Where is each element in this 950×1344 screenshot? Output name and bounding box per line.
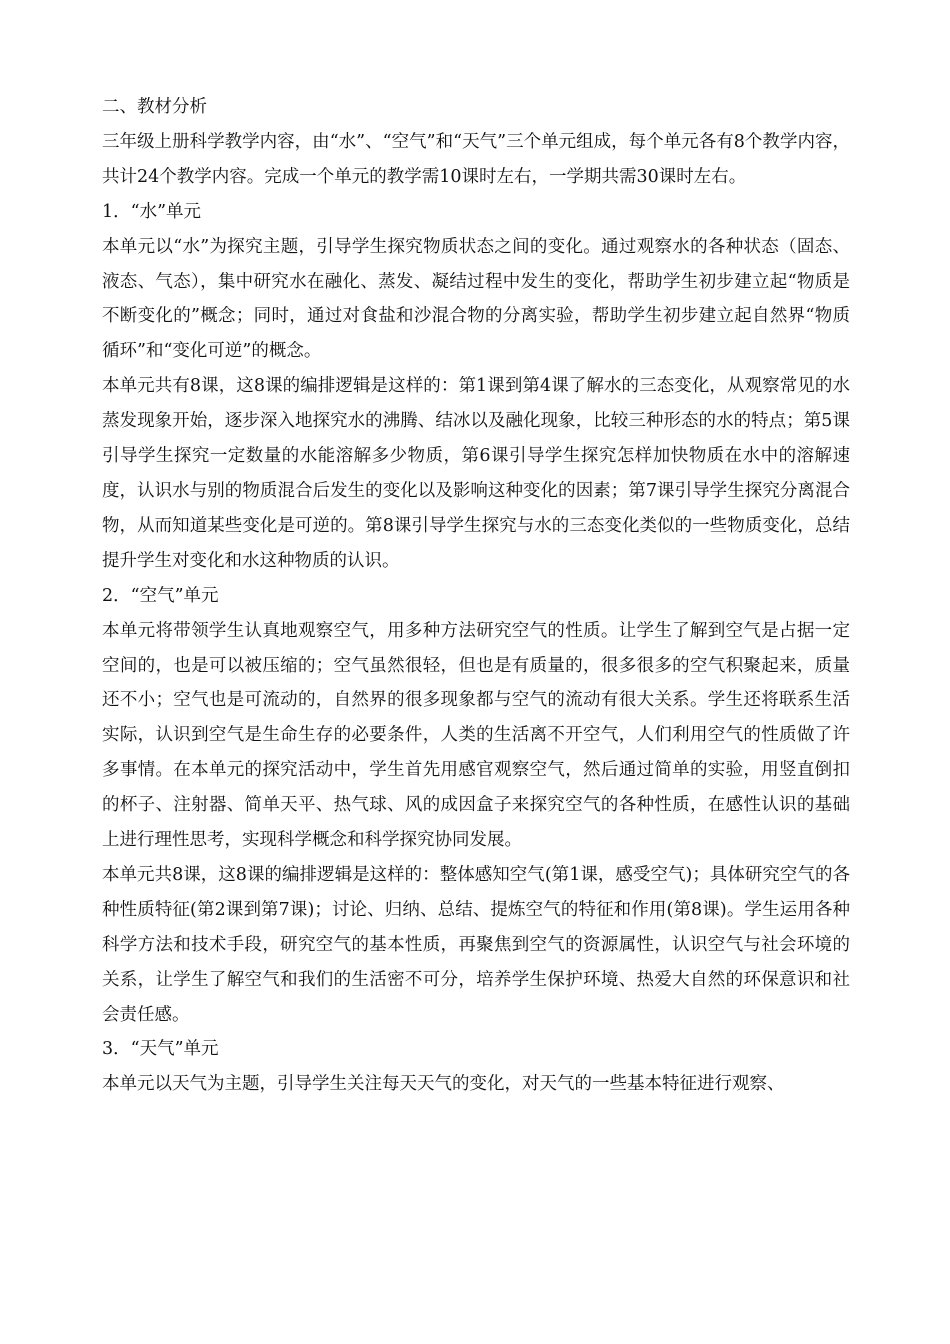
section-heading: 二、教材分析 xyxy=(102,97,207,117)
unit1-paragraph-2: 本单元共有8课，这8课的编排逻辑是这样的：第1课到第4课了解水的三态变化，从观察常见的水蒸发现象开始，逐步深入地探究水的沸腾、结冰以及融化现象，比较三种形态的水的特点；第5课引导学生探究一定数量的水能溶解多少物质，第6课引导学生探究怎样加快物质在水中的溶解速度，认识水与别的物质混合后发生的变化以及影响这种变化的因素；第7课引导学生探究分离混合物，从而知道某些变化是可逆的。第8课引导学生探究与水的三态变化类似的一些物质变化，总结提升学生对变化和水这种物质的认识。 xyxy=(102,376,850,571)
unit2-paragraph-2: 本单元共8课，这8课的编排逻辑是这样的：整体感知空气(第1课，感受空气)；具体研究空气的各种性质特征(第2课到第7课)；讨论、归纳、总结、提炼空气的特征和作用(第8课)。学生运用各种科学方法和技术手段，研究空气的基本性质，再聚焦到空气的资源属性，认识空气与社会环境的关系，让学生了解空气和我们的生活密不可分，培养学生保护环境、热爱大自然的环保意识和社会责任感。 xyxy=(102,864,850,1025)
intro-paragraph: 三年级上册科学教学内容，由“水”、“空气”和“天气”三个单元组成，每个单元各有8个教学内容，共计24个教学内容。完成一个单元的教学需10课时左右，一学期共需30课时左右。 xyxy=(102,131,850,187)
unit1-paragraph-1: 本单元以“水”为探究主题，引导学生探究物质状态之间的变化。通过观察水的各种状态（固态、液态、气态），集中研究水在融化、蒸发、凝结过程中发生的变化，帮助学生初步建立起“物质是不断变化的”概念；同时，通过对食盐和沙混合物的分离实验，帮助学生初步建立起自然界“物质循环”和“变化可逆”的概念。 xyxy=(102,236,850,362)
unit3-heading: 3．“天气”单元 xyxy=(102,1039,219,1060)
unit2-paragraph-1: 本单元将带领学生认真地观察空气，用多种方法研究空气的性质。让学生了解到空气是占据一定空间的，也是可以被压缩的；空气虽然很轻，但也是有质量的，很多很多的空气积聚起来，质量还不小；空气也是可流动的，自然界的很多现象都与空气的流动有很大关系。学生还将联系生活实际，认识到空气是生命生存的必要条件，人类的生活离不开空气，人们利用空气的性质做了许多事情。在本单元的探究活动中，学生首先用感官观察空气，然后通过简单的实验，用竖直倒扣的杯子、注射器、简单天平、热气球、风的成因盒子来探究空气的各种性质，在感性认识的基础上进行理性思考，实现科学概念和科学探究协同发展。 xyxy=(102,620,850,851)
unit3-paragraph-1: 本单元以天气为主题，引导学生关注每天天气的变化，对天气的一些基本特征进行观察、 xyxy=(102,1074,785,1095)
unit2-heading: 2．“空气”单元 xyxy=(102,585,219,606)
unit1-heading: 1．“水”单元 xyxy=(102,201,202,222)
document-body xyxy=(102,90,850,1102)
